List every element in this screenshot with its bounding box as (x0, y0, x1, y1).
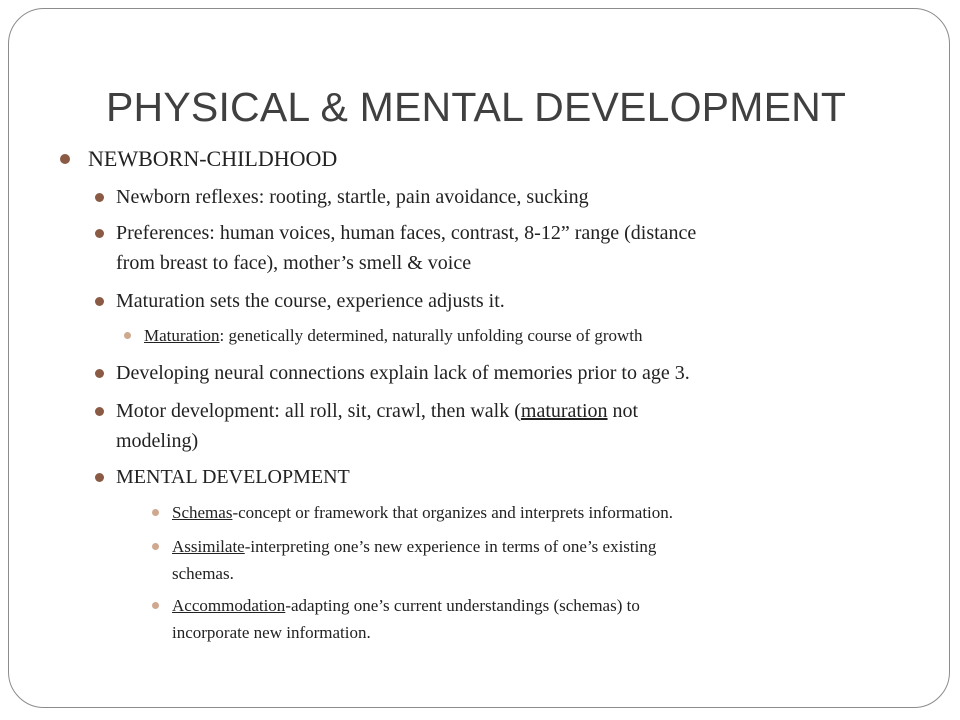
list-item-newborn-childhood (88, 144, 337, 174)
definition-text: -concept or framework that organizes and interprets information. (232, 503, 674, 522)
term-schemas: Schemas (172, 503, 233, 522)
list-item-maturation-definition (144, 322, 643, 349)
item-text-line-2: from breast to face), mother’s smell & voice (116, 252, 472, 274)
bullet-icon (95, 473, 104, 482)
term-assimilate: Assimilate (172, 537, 245, 556)
slide-title: PHYSICAL & MENTAL DEVELOPMENT (106, 84, 847, 130)
list-item-assimilate (172, 533, 656, 587)
bullet-icon (152, 509, 159, 516)
definition-text-line-1: -interpreting one’s new experience in terms of one’s existing (244, 537, 657, 556)
list-item-motor (116, 396, 638, 456)
bullet-icon (95, 297, 104, 306)
bullet-icon (124, 332, 131, 339)
bullet-icon (152, 543, 159, 550)
item-text: Newborn reflexes: rooting, startle, pain avoidance, sucking (116, 186, 589, 208)
item-text-line-1: Preferences: human voices, human faces, contrast, 8-12” range (distance (116, 222, 697, 244)
term-maturation: Maturation (144, 326, 220, 345)
definition-text-line-1: -adapting one’s current understandings (schemas) to (285, 596, 640, 615)
item-text-line-1b: not (607, 400, 639, 422)
list-item-maturation-course (116, 286, 505, 316)
bullet-icon (60, 154, 70, 164)
list-item-reflexes (116, 182, 589, 212)
bullet-icon (95, 193, 104, 202)
bullet-icon (152, 602, 159, 609)
list-item-preferences (116, 218, 696, 278)
list-item-mental-development (116, 462, 350, 492)
definition-text-line-2: schemas. (172, 564, 234, 583)
list-item-neural (116, 358, 690, 388)
item-text: Maturation sets the course, experience adjusts it. (116, 290, 505, 312)
bullet-icon (95, 369, 104, 378)
list-item-schemas (172, 499, 673, 526)
bullet-icon (95, 407, 104, 416)
item-text: MENTAL DEVELOPMENT (116, 466, 350, 488)
bullet-icon (95, 229, 104, 238)
definition-text: : genetically determined, naturally unfolding course of growth (219, 326, 643, 345)
item-text-line-1a: Motor development: all roll, sit, crawl, then walk ( (116, 400, 521, 422)
section-heading: NEWBORN-CHILDHOOD (88, 146, 338, 171)
definition-text-line-2: incorporate new information. (172, 623, 371, 642)
item-text: Developing neural connections explain lack of memories prior to age 3. (116, 362, 690, 384)
list-item-accommodation (172, 592, 640, 646)
item-text-line-2: modeling) (116, 430, 199, 452)
term-maturation: maturation (520, 400, 608, 422)
term-accommodation: Accommodation (172, 596, 286, 615)
